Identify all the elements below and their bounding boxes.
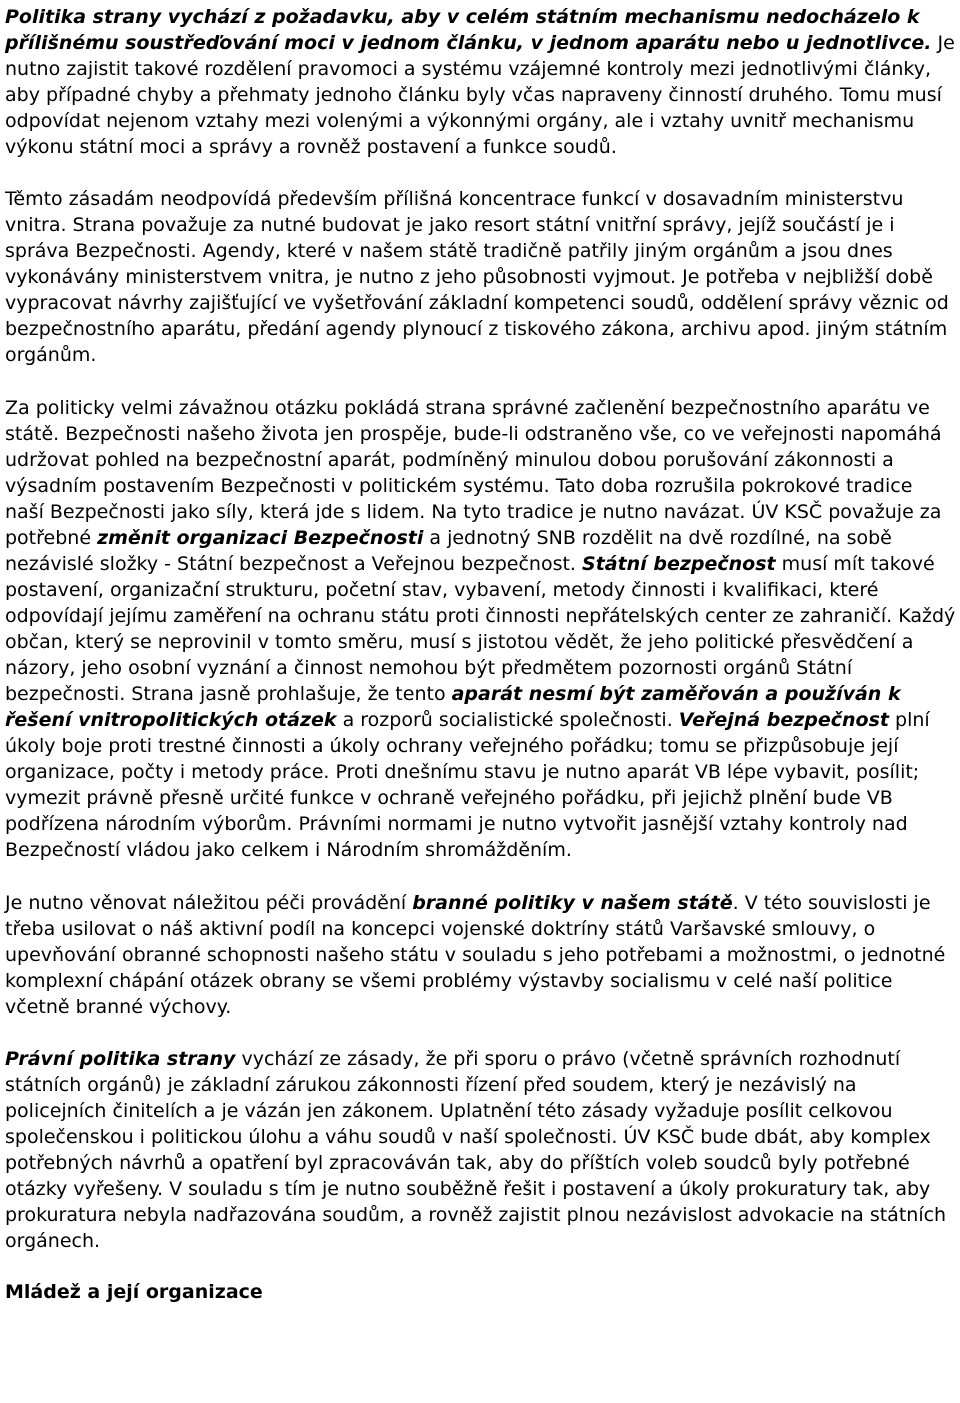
paragraph-legal-policy xyxy=(5,1046,957,1254)
body-text: Je nutno zajistit takové rozdělení pravomoci a systému vzájemné kontroly mezi jednotlivými články, aby případné chyby a přehmaty jednoho článku byly včas napraveny činností druhého. Tomu musí odpovídat nejenom vztahy mezi volenými a výkonnými orgány, ale i vztahy uvnitř mechanismu výkonu státní moci a správy a rovněž postavení a funkce soudů. xyxy=(5,32,955,158)
body-text: Je nutno věnovat náležitou péči provádění xyxy=(5,892,413,914)
body-text: Těmto zásadám neodpovídá především přílišná koncentrace funkcí v dosavadním ministerstvu vnitra. Strana považuje za nutné budovat je jako resort státní vnitřní správy, jejíž součástí je i správa Bezpečnosti. Agendy, které v našem státě tradičně patřily jiným orgánům a jsou dnes vykonávány ministerstvem vnitra, je nutno z jeho působnosti vyjmout. Je potřeba v nejbližší době vypracovat návrhy zajišťující ve vyšetřování základní kompetenci soudů, oddělení správy věznic od bezpečnostního aparátu, předání agendy plynoucí z tiskového zákona, archivu apod. jiným státním orgánům. xyxy=(5,188,949,366)
section-heading: Mládež a její organizace xyxy=(5,1281,263,1303)
emphasis-text: Právní politika strany xyxy=(5,1048,236,1070)
emphasis-text: branné politiky v našem státě xyxy=(412,892,733,914)
emphasis-text: změnit organizaci Bezpečnosti xyxy=(97,527,424,549)
body-text: musí mít takové postavení, organizační strukturu, početní stav, vybavení, metody činnosti i kvalifikaci, které odpovídají jejímu zaměření na ochranu státu proti činnosti nepřátelských center ze zahraničí. Každý občan, který se neprovinil v tomto směru, musí s jistotou vědět, že jeho politické přesvědčení a názory, jeho osobní vyznání a činnost nemohou být předmětem pozornosti orgánů Státní bezpečnosti. Strana jasně prohlašuje, že tento xyxy=(5,553,956,705)
emphasis-text: Veřejná bezpečnost xyxy=(678,709,890,731)
body-text: plní úkoly boje proti trestné činnosti a úkoly ochrany veřejného pořádku; tomu se přizpůsobuje její organizace, počty i metody práce. Proti dnešnímu stavu je nutno aparát VB lépe vybavit, posílit; vymezit právně přesně určité funkce v ochraně veřejného pořádku, při jejichž plnění bude VB podřízena národním výborům. Právními normami je nutno vytvořit jasnější vztahy kontroly nad Bezpečností vládou jako celkem i Národním shromážděním. xyxy=(5,709,930,861)
body-text: a jednotný SNB rozdělit na dvě rozdílné, na sobě nezávislé složky - Státní bezpečnost a Veřejnou bezpečnost. xyxy=(5,527,892,575)
body-text: Za politicky velmi závažnou otázku pokládá strana správné začlenění bezpečnostního aparátu ve státě. Bezpečnosti našeho života jen prospěje, bude-li odstraněno vše, co ve veřejnosti napomáhá udržovat pohled na bezpečnostní aparát, podmíněný minulou dobou porušování zákonnosti a výsadním postavením Bezpečnosti v politickém systému. Tato doba rozrušila pokrokové tradice naší Bezpečnosti jako síly, která jde s lidem. Na tyto tradice je nutno navázat. ÚV KSČ považuje za potřebné xyxy=(5,397,942,549)
emphasis-text: Státní bezpečnost xyxy=(582,553,776,575)
paragraph-defense-policy xyxy=(5,890,957,1020)
paragraph-ministry-interior xyxy=(5,186,957,368)
emphasis-text: Politika strany vychází z požadavku, aby v celém státním mechanismu nedocházelo k přílišnému soustřeďování moci v jednom článku, v jednom aparátu nebo u jednotlivce. xyxy=(5,6,932,54)
body-text: vychází ze zásady, že při sporu o právo (včetně správních rozhodnutí státních orgánů) je základní zárukou zákonnosti řízení před soudem, který je nezávislý na policejních činitelích a je vázán jen zákonem. Uplatnění této zásady vyžaduje posílit celkovou společenskou i politickou úlohu a váhu soudů v naší společnosti. ÚV KSČ bude dbát, aby komplex potřebných návrhů a opatření byl zpracováván tak, aby do příštích voleb soudců byly potřebné otázky vyřešeny. V souladu s tím je nutno souběžně řešit i postavení a úkoly prokuratury tak, aby prokuratura nebyla nadřazována soudům, a rovněž zajistit plnou nezávislost advokacie na státních orgánech. xyxy=(5,1048,947,1252)
body-text: a rozporů socialistické společnosti. xyxy=(336,709,679,731)
paragraph-security-apparatus xyxy=(5,395,957,863)
emphasis-text: aparát nesmí být zaměřován a používán k řešení vnitropolitických otázek xyxy=(5,683,901,731)
paragraph-party-politics xyxy=(5,4,957,160)
document-page xyxy=(5,4,957,1305)
body-text: . V této souvislosti je třeba usilovat o náš aktivní podíl na koncepci vojenské doktríny států Varšavské smlouvy, o upevňování obranné schopnosti našeho státu v souladu s jeho potřebami a možnostmi, o jednotné komplexní chápání otázek obrany se všemi problémy výstavby socialismu v celé naší politice včetně branné výchovy. xyxy=(5,892,946,1018)
